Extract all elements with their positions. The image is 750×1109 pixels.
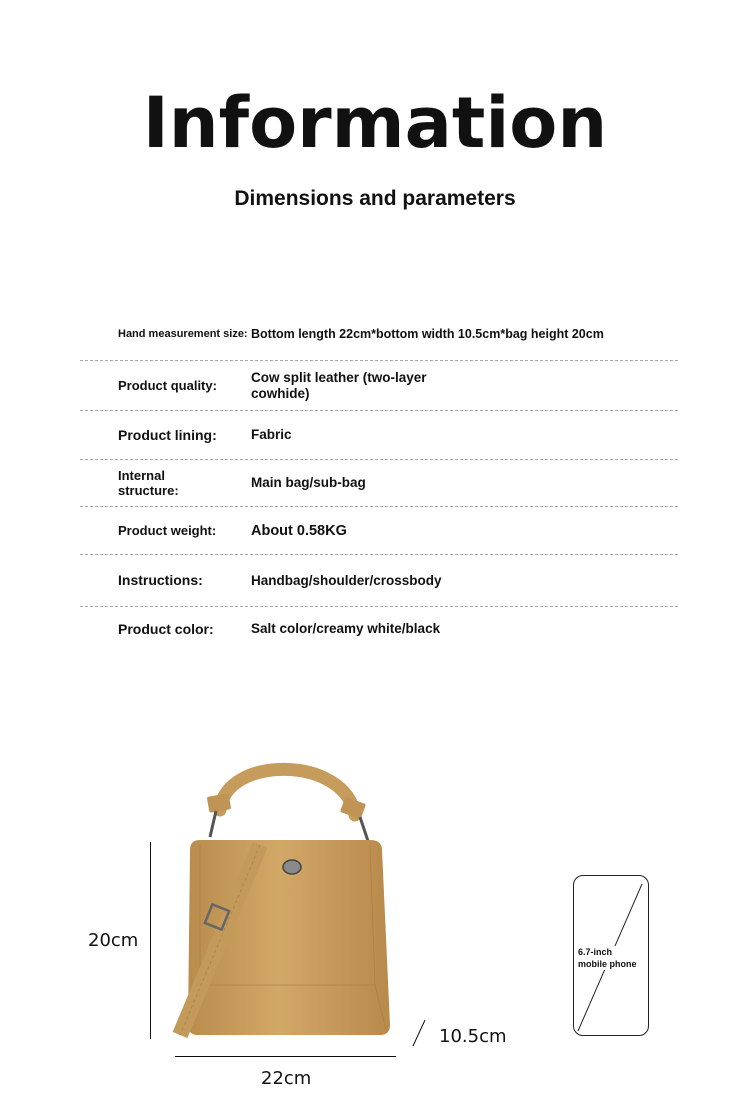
spec-label: Instructions:: [118, 572, 203, 588]
height-label: 20cm: [88, 930, 139, 951]
phone-label-type: mobile phone: [578, 959, 637, 969]
spec-label: Internal structure:: [118, 468, 179, 498]
spec-row-color: [80, 607, 678, 651]
height-dimension-line: [150, 842, 151, 1039]
spec-row-structure: [80, 460, 678, 507]
page-subtitle: Dimensions and parameters: [234, 187, 516, 210]
phone-label-size: 6.7-inch: [578, 947, 613, 957]
width-label: 22cm: [261, 1068, 312, 1089]
phone-size-reference: [573, 875, 649, 1036]
spec-label: Product quality:: [118, 378, 217, 393]
spec-row-weight: [80, 507, 678, 555]
spec-table: [80, 308, 678, 651]
spec-value: Salt color/creamy white/black: [251, 621, 441, 636]
width-dimension-line: [175, 1056, 396, 1057]
spec-value: Bottom length 22cm*bottom width 10.5cm*bag height 20cm: [251, 327, 604, 341]
spec-value: About 0.58KG: [251, 522, 347, 539]
spec-row-instructions: [80, 555, 678, 607]
spec-value: Handbag/shoulder/crossbody: [251, 572, 442, 588]
depth-label: 10.5cm: [439, 1026, 507, 1047]
page-title: Information: [142, 82, 608, 164]
spec-label: Product color:: [118, 620, 214, 637]
spec-value: Main bag/sub-bag: [251, 475, 366, 490]
bag-handle: [220, 769, 355, 815]
spec-row-measurement: [80, 308, 678, 361]
spec-row-quality: [80, 361, 678, 411]
depth-dimension-line: [410, 1018, 430, 1048]
spec-value: Fabric: [251, 427, 292, 442]
phone-label: [578, 946, 637, 970]
spec-label: Product weight:: [118, 523, 217, 538]
spec-row-lining: [80, 411, 678, 460]
spec-label: Hand measurement size:: [118, 327, 248, 340]
spec-label: Product lining:: [118, 426, 217, 443]
handbag-image: [170, 745, 410, 1045]
spec-value: Cow split leather (two-layer cowhide): [251, 369, 427, 401]
